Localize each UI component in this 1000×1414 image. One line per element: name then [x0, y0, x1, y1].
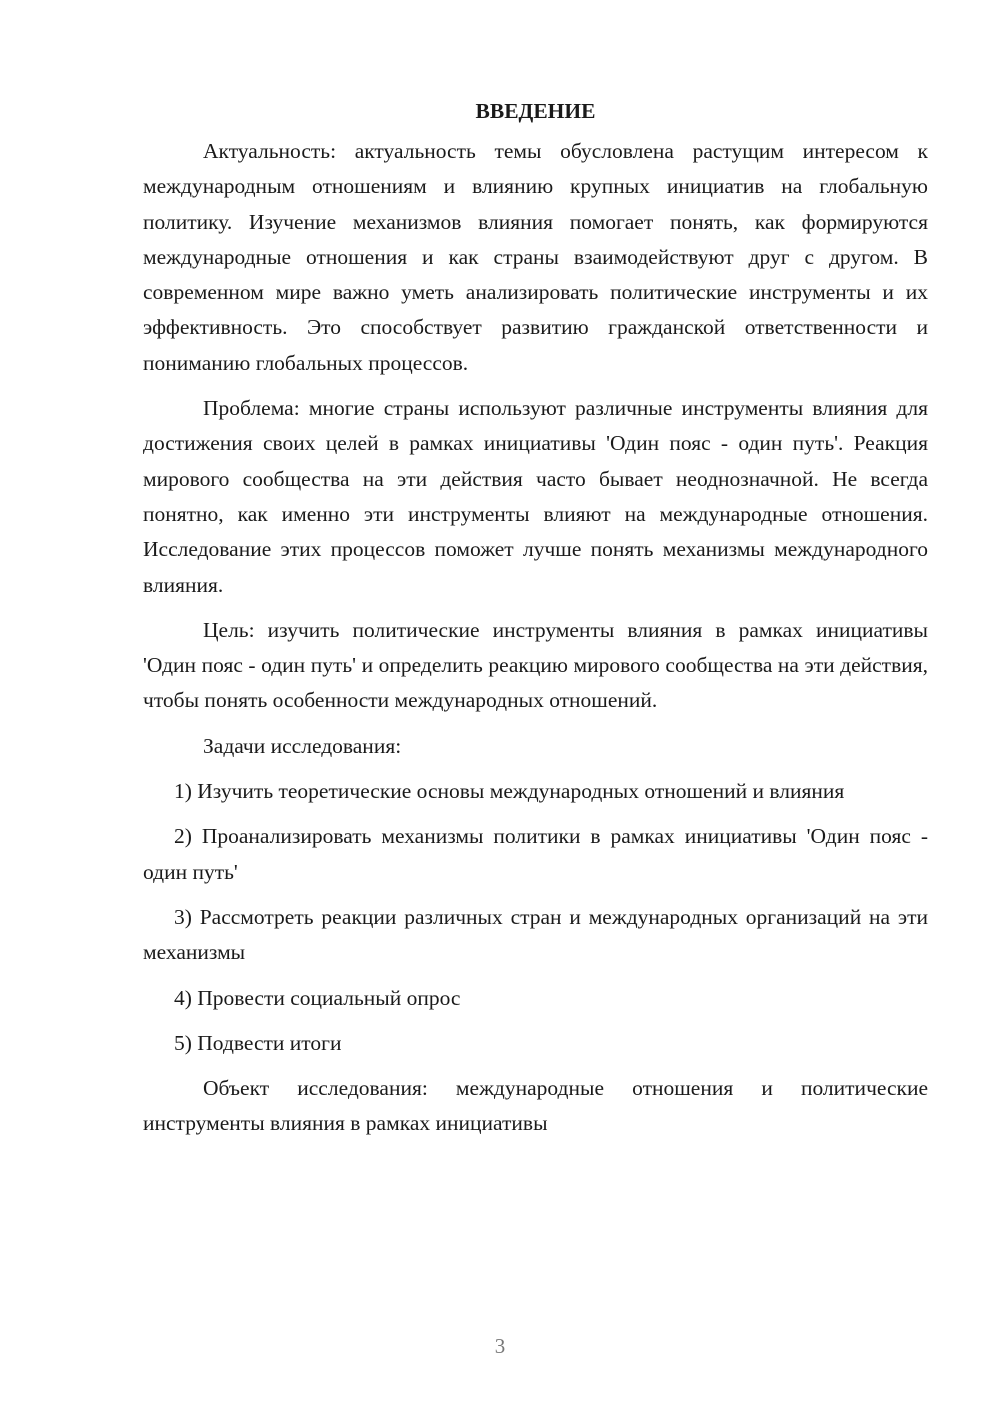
task-item: 4) Провести социальный опрос	[174, 985, 461, 1010]
task-item: 3) Рассмотреть реакции различных стран и международных организаций на эти механизмы	[143, 904, 928, 965]
problem-paragraph: Проблема: многие страны используют различные инструменты влияния для достижения своих целей в рамках инициативы 'Один пояс - один путь'. Реакция мирового сообщества на эти действия часто бывает неоднозначной. Не всегда понятно, как именно эти инструменты влияют на международные отношения. Исследование этих процессов поможет лучше понять механизмы международного влияния.	[143, 396, 928, 597]
task-item: 5) Подвести итоги	[174, 1030, 342, 1055]
task-item: 1) Изучить теоретические основы международных отношений и влияния	[174, 779, 845, 804]
page-number: 3	[494, 1334, 506, 1358]
tasks-list	[143, 774, 928, 1061]
tasks-heading: Задачи исследования:	[203, 733, 402, 758]
document-page	[143, 96, 928, 1152]
page-title: ВВЕДЕНИЕ	[475, 99, 596, 123]
relevance-paragraph: Актуальность: актуальность темы обусловлена растущим интересом к международным отношениям и влиянию крупных инициатив на глобальную политику. Изучение механизмов влияния помогает понять, как формируются международные отношения и как страны взаимодействуют друг с другом. В современном мире важно уметь анализировать политические инструменты и их эффективность. Это способствует развитию гражданской ответственности и пониманию глобальных процессов.	[143, 139, 928, 375]
task-item: 2) Проанализировать механизмы политики в рамках инициативы 'Один пояс - один путь'	[143, 824, 928, 884]
goal-paragraph: Цель: изучить политические инструменты влияния в рамках инициативы 'Один пояс - один путь' и определить реакцию мирового сообщества на эти действия, чтобы понять особенности международных отношений.	[143, 617, 928, 713]
object-paragraph: Объект исследования: международные отношения и политические инструменты влияния в рамках инициативы	[143, 1076, 928, 1136]
